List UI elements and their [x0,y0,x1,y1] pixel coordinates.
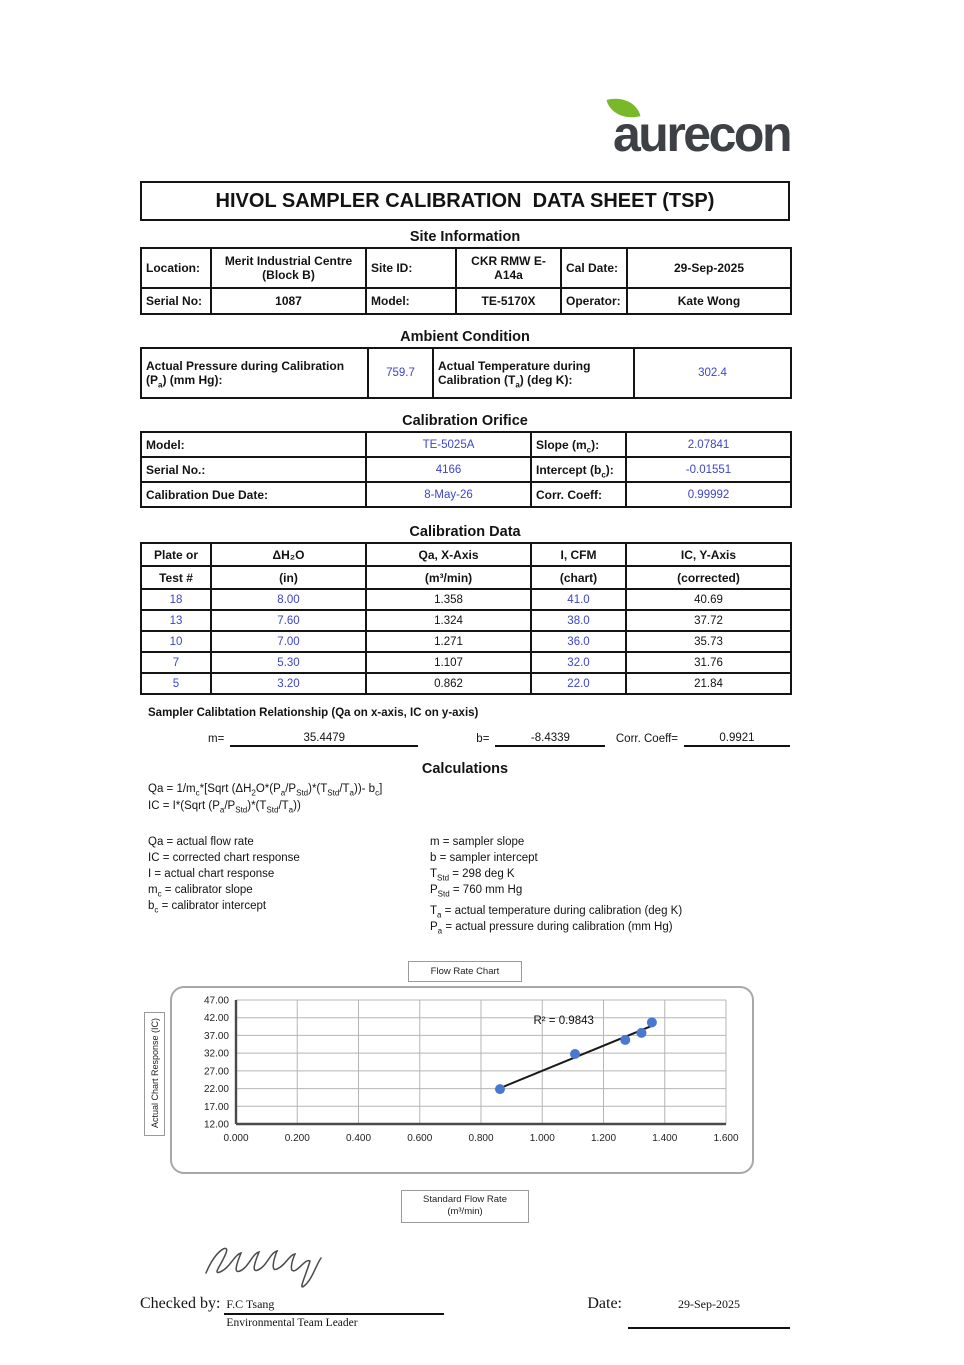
table-row [141,610,791,631]
corr-coeff-label: Corr. Coeff= [615,733,678,745]
cell-qa: 1.271 [366,631,531,652]
serial-no-label: Serial No: [141,288,211,314]
model-label: Model: [366,288,456,314]
orifice-due-date-value: 8-May-26 [366,482,531,507]
cal-date-label: Cal Date: [561,248,627,288]
m-value: 35.4479 [230,732,418,747]
x-tick-label: 1.600 [713,1132,739,1144]
x-axis-label-line2: (m³/min) [447,1206,483,1218]
col-subheader: (corrected) [626,566,791,589]
cell-dh2o: 5.30 [211,652,366,673]
flow-rate-chart [140,986,790,1174]
location-label: Location: [141,248,211,288]
y-axis-label: Actual Chart Response (IC) [149,1018,160,1129]
signature-image [198,1239,348,1291]
date-value: 29-Sep-2025 [628,1289,790,1329]
cell-i: 32.0 [531,652,626,673]
y-tick-label: 12.00 [203,1119,229,1130]
x-tick-label: 1.200 [590,1132,617,1144]
definition-line: $P_a$ = actual pressure during calibration (mm Hg) [430,920,673,935]
x-tick-label: 0.200 [284,1132,310,1144]
cell-qa: 0.862 [366,673,531,694]
aurecon-logo [140,98,790,164]
pressure-value: 759.7 [368,348,433,398]
col-header: Qa, X-Axis [366,543,531,566]
location-value: Merit Industrial Centre (Block B) [211,248,366,288]
data-point [636,1027,646,1037]
x-tick-label: 1.000 [529,1132,555,1144]
definitions-block [140,834,790,935]
formula-qa: $Qa = 1/m_c*[Sqrt$ $(\Delta H_2O*(P_a/P_{Std})*(T_{Std}/T_a))-$ $b_c$] [148,783,383,798]
corr-coeff-value: 0.9921 [684,732,790,747]
cell-plate: 18 [141,589,211,610]
cell-i: 38.0 [531,610,626,631]
table-row [141,673,791,694]
x-axis-label-line1: Standard Flow Rate [423,1193,507,1205]
cell-qa: 1.324 [366,610,531,631]
definition-line: b = sampler intercept [430,851,538,864]
calculations-heading: Calculations [421,761,509,777]
definition-line: IC = corrected chart response [148,851,300,864]
orifice-model-value: TE-5025A [366,432,531,457]
cell-qa: 1.107 [366,652,531,673]
cell-i: 36.0 [531,631,626,652]
flow-rate-chart-svg [172,988,748,1168]
checked-by-label: Checked by: [140,1295,221,1313]
cell-ic: 31.76 [626,652,791,673]
calibration-orifice-table [140,431,792,508]
cell-plate: 13 [141,610,211,631]
site-information-table [140,247,792,315]
col-subheader: Test # [141,566,211,589]
col-header: I, CFM [531,543,626,566]
definitions-right [430,834,790,935]
b-label: b= [476,733,490,745]
x-tick-label: 1.400 [652,1132,678,1144]
definition-line: $m_c$ = calibrator slope [148,883,253,898]
table-row [141,589,791,610]
definition-line: $P_{Std} = 760$ mm Hg [430,883,523,898]
date-label: Date: [587,1295,622,1313]
checked-by-title: Environmental Team Leader [226,1317,358,1330]
serial-no-value: 1087 [211,288,366,314]
formulas-block [140,781,790,816]
calibration-data-heading: Calibration Data [409,524,521,540]
definition-line: $T_{Std} = 298$ deg K [430,867,515,882]
cell-i: 22.0 [531,673,626,694]
orifice-corr-label: Corr. Coeff: [531,482,626,507]
definitions-left [148,834,430,935]
y-tick-label: 42.00 [203,1012,229,1024]
col-header: Plate or [141,543,211,566]
data-point [647,1017,657,1027]
footer [140,1289,790,1329]
definition-line: $b_c$ = calibrator intercept [148,899,267,914]
operator-label: Operator: [561,288,627,314]
site-id-value: CKR RMW E-A14a [456,248,561,288]
checked-by-group [140,1289,444,1329]
table-row [141,652,791,673]
b-value: -8.4339 [495,732,605,747]
col-header: ΔH₂O [211,543,366,566]
temperature-label: Actual Temperature during Calibration $(T_a)$ (deg K): [433,348,634,398]
logo-text: aurecon [612,106,790,162]
col-subheader: (m³/min) [366,566,531,589]
y-axis-label-box [144,1012,165,1136]
y-tick-label: 17.00 [203,1101,229,1113]
cell-ic: 40.69 [626,589,791,610]
chart-title: Flow Rate Chart [408,961,522,982]
model-value: TE-5170X [456,288,561,314]
formula-ic: IC = I*(Sqrt $(P_a/P_{Std})*(T_{Std}/T_a)$) [148,800,301,815]
temperature-value: 302.4 [634,348,791,398]
data-point [495,1084,505,1094]
document-title: HIVOL SAMPLER CALIBRATION DATA SHEET (TSP) [140,181,790,221]
col-subheader: (chart) [531,566,626,589]
relationship-label: Sampler Calibtation Relationship (Qa on x-axis, IC on y-axis) [148,707,479,719]
cell-ic: 35.73 [626,631,791,652]
cell-dh2o: 7.00 [211,631,366,652]
relationship-values-row [140,725,790,747]
orifice-serial-value: 4166 [366,457,531,482]
orifice-due-date-label: Calibration Due Date: [141,482,366,507]
x-tick-label: 0.400 [345,1132,372,1144]
site-information-heading: Site Information [409,229,521,245]
orifice-corr-value: 0.99992 [626,482,791,507]
pressure-label: Actual Pressure during Calibration $(P_a)$ (mm Hg): [141,348,368,398]
ambient-condition-heading: Ambient Condition [400,329,530,345]
cell-plate: 7 [141,652,211,673]
y-tick-label: 22.00 [203,1083,229,1095]
cell-i: 41.0 [531,589,626,610]
x-tick-label: 0.000 [223,1132,249,1144]
data-point [620,1034,630,1044]
data-point [570,1048,580,1058]
definition-line: I = actual chart response [148,867,275,880]
table-row [141,631,791,652]
cell-plate: 10 [141,631,211,652]
orifice-slope-value: 2.07841 [626,432,791,457]
orifice-intercept-value: -0.01551 [626,457,791,482]
cell-qa: 1.358 [366,589,531,610]
y-tick-label: 27.00 [203,1065,229,1077]
site-id-label: Site ID: [366,248,456,288]
orifice-intercept-label: Intercept $(b_c)$: [531,457,626,482]
cell-dh2o: 8.00 [211,589,366,610]
calibration-data-table [140,542,792,695]
cell-ic: 21.84 [626,673,791,694]
x-tick-label: 0.800 [468,1132,494,1144]
cell-plate: 5 [141,673,211,694]
date-group [587,1289,790,1329]
col-header: IC, Y-Axis [626,543,791,566]
r-squared-annotation: R² = 0.9843 [533,1014,594,1027]
cell-dh2o: 7.60 [211,610,366,631]
calibration-orifice-heading: Calibration Orifice [402,413,528,429]
definition-line: $T_a$ = actual temperature during calibration (deg K) [430,904,683,919]
m-label: m= [208,733,225,745]
cell-ic: 37.72 [626,610,791,631]
orifice-serial-label: Serial No.: [141,457,366,482]
orifice-model-label: Model: [141,432,366,457]
chart-plot-container [170,986,754,1174]
y-tick-label: 37.00 [203,1030,229,1042]
x-axis-label-box [401,1190,529,1224]
checked-by-name: F.C Tsang [224,1289,444,1315]
operator-value: Kate Wong [627,288,791,314]
definition-line: Qa = actual flow rate [148,835,254,848]
y-tick-label: 47.00 [203,995,229,1006]
definition-line: m = sampler slope [430,835,525,848]
orifice-slope-label: Slope $(m_c)$: [531,432,626,457]
col-subheader: (in) [211,566,366,589]
x-tick-label: 0.600 [407,1132,433,1144]
y-tick-label: 32.00 [203,1048,229,1060]
signature-area [198,1239,790,1289]
cal-date-value: 29-Sep-2025 [627,248,791,288]
ambient-condition-table [140,347,792,399]
cell-dh2o: 3.20 [211,673,366,694]
